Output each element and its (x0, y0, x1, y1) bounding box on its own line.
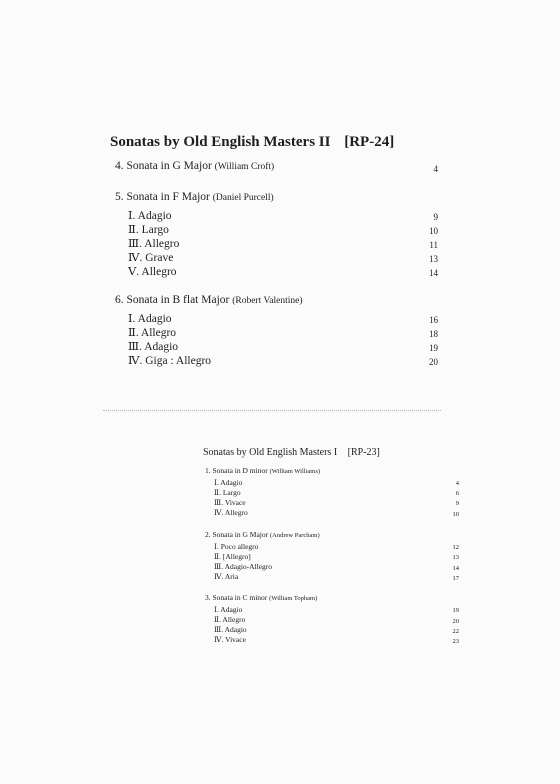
sonata-3-movement-1: Ⅰ. Adagio (214, 605, 243, 614)
sonata-2-movement-2-page: 13 (452, 554, 459, 561)
sonata-1-heading (205, 466, 320, 475)
sonata-6-movement-2-page: 18 (429, 329, 438, 339)
sonata-1-movement-3: Ⅲ. Vivace (214, 498, 246, 507)
sonata-5-movement-1: Ⅰ. Adagio (128, 210, 172, 222)
sonata-2-movement-4: Ⅳ. Aria (214, 572, 239, 581)
sonata-3-movement-2-page: 20 (452, 618, 459, 625)
sonata-4-page: 4 (433, 164, 438, 174)
sonata-5-movement-4-page: 13 (429, 254, 438, 264)
sonata-3-movement-2: Ⅱ. Allegro (214, 615, 246, 624)
sonata-1-movement-4: Ⅳ. Allegro (214, 508, 248, 517)
sonata-6-movement-4: Ⅳ. Giga : Allegro (128, 355, 212, 367)
sonata-6-movement-3-page: 19 (429, 343, 438, 353)
toc-volume-2-code: [RP-24] (344, 134, 395, 150)
sonata-6-movement-4-page: 20 (429, 357, 438, 367)
sonata-3-heading (205, 593, 317, 602)
sonata-6-title: 6. Sonata in B flat Major (115, 294, 230, 306)
sonata-5-composer: (Daniel Purcell) (212, 193, 274, 203)
sonata-1-movement-1-page: 4 (455, 480, 459, 487)
sonata-3-movement-3-page: 22 (452, 628, 459, 635)
sonata-2-movement-3: Ⅲ. Adagio-Allegro (214, 562, 273, 571)
toc-volume-2-title-text: Sonatas by Old English Masters II (110, 134, 331, 150)
toc-volume-1-code: [RP-23] (347, 447, 380, 458)
sonata-2-heading (205, 530, 320, 539)
sonata-4-composer: (William Croft) (214, 162, 275, 172)
sonata-6-composer: (Robert Valentine) (232, 296, 303, 306)
sonata-6-movement-1: Ⅰ. Adagio (128, 313, 172, 325)
sonata-6-movement-1-page: 16 (429, 315, 438, 325)
sonata-1-title: 1. Sonata in D minor (205, 466, 268, 475)
sonata-5-movement-1-page: 9 (433, 212, 438, 222)
toc-volume-1-title (203, 447, 380, 458)
sonata-3-title: 3. Sonata in C minor (205, 593, 268, 602)
toc-volume-1-title-text: Sonatas by Old English Masters I (203, 447, 338, 458)
sonata-1-movement-2-page: 6 (455, 490, 459, 497)
sonata-1-composer: (William Williams) (269, 468, 321, 475)
sonata-2-movement-4-page: 17 (452, 575, 459, 582)
sonata-1-movement-3-page: 9 (455, 500, 459, 507)
sonata-3-movement-4-page: 23 (452, 638, 459, 645)
sonata-4-heading (115, 160, 274, 172)
sonata-5-movement-4: Ⅳ. Grave (128, 252, 174, 264)
toc-volume-2-title (110, 134, 394, 151)
sonata-2-movement-2: Ⅱ. [Allegro] (214, 552, 251, 561)
sonata-5-movement-2: Ⅱ. Largo (128, 224, 169, 236)
sonata-2-title: 2. Sonata in G Major (205, 530, 269, 539)
sonata-4-title: 4. Sonata in G Major (115, 160, 212, 172)
dotted-divider (103, 410, 441, 411)
sonata-5-title: 5. Sonata in F Major (115, 191, 210, 203)
sonata-5-heading (115, 191, 274, 203)
sonata-5-movement-3: Ⅲ. Allegro (128, 238, 180, 250)
sonata-2-composer: (Andrew Parcham) (270, 532, 320, 539)
sonata-3-movement-3: Ⅲ. Adagio (214, 625, 247, 634)
sonata-1-movement-2: Ⅱ. Largo (214, 488, 241, 497)
sonata-2-movement-3-page: 14 (452, 565, 459, 572)
sonata-5-movement-3-page: 11 (429, 240, 438, 250)
sonata-6-movement-3: Ⅲ. Adagio (128, 341, 179, 353)
sonata-1-movement-4-page: 10 (452, 511, 459, 518)
sonata-2-movement-1-page: 12 (452, 544, 459, 551)
sonata-6-heading (115, 294, 302, 306)
sonata-5-movement-5-page: 14 (429, 268, 438, 278)
sonata-5-movement-2-page: 10 (429, 226, 438, 236)
sonata-3-movement-1-page: 19 (452, 607, 459, 614)
sonata-3-movement-4: Ⅳ. Vivace (214, 635, 246, 644)
sonata-1-movement-1: Ⅰ. Adagio (214, 478, 243, 487)
sonata-3-composer: (William Topham) (269, 595, 318, 602)
sonata-6-movement-2: Ⅱ. Allegro (128, 327, 177, 339)
sonata-2-movement-1: Ⅰ. Poco allegro (214, 542, 259, 551)
sonata-5-movement-5: Ⅴ. Allegro (128, 266, 177, 278)
